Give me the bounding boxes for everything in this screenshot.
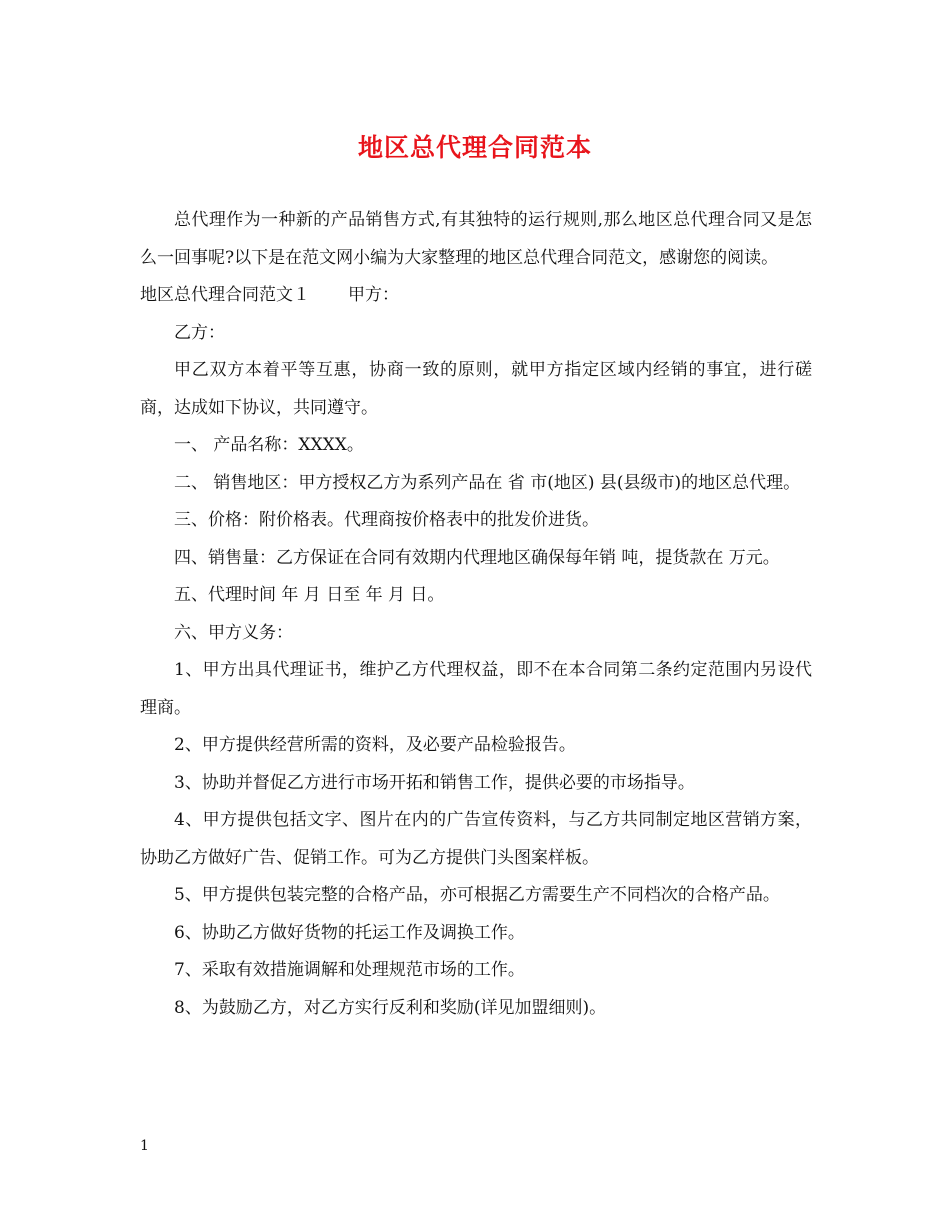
clause-paragraph: 3、协助并督促乙方进行市场开拓和销售工作，提供必要的市场指导。 [174,772,695,793]
section-heading: 地区总代理合同范文１ [140,285,310,305]
clause-paragraph: 六、甲方义务： [174,622,293,643]
clause-paragraph: 7、采取有效措施调解和处理规范市场的工作。 [174,960,525,980]
document-body [140,202,812,1027]
clause-paragraph: 二、 销售地区：甲方授权乙方为系列产品在 省 市(地区) 县(县级市)的地区总代理。 [174,472,801,493]
section-heading-line [140,277,812,315]
clause-paragraph: 6、协助乙方做好货物的托运工作及调换工作。 [174,922,525,943]
clause-paragraph: 1、甲方出具代理证书，维护乙方代理权益，即不在本合同第二条约定范围内另设代理商。 [140,660,812,718]
clause-paragraph: 一、 产品名称：XXXX。 [174,435,364,455]
intro-paragraph: 总代理作为一种新的产品销售方式,有其独特的运行规则,那么地区总代理合同又是怎么一回事呢?以下是在范文网小编为大家整理的地区总代理合同范文，感谢您的阅读。 [140,210,812,268]
clause-paragraph: 8、为鼓励乙方，对乙方实行反利和奖励(详见加盟细则)。 [174,997,607,1018]
page-number: 1 [140,1138,149,1154]
clause-paragraph: 4、甲方提供包括文字、图片在内的广告宣传资料，与乙方共同制定地区营销方案，协助乙方做好广告、促销工作。可为乙方提供门头图案样板。 [140,810,812,868]
clause-paragraph: 2、甲方提供经营所需的资料，及必要产品检验报告。 [174,735,576,755]
clause-paragraph: 四、销售量：乙方保证在合同有效期内代理地区确保每年销 吨，提货款在 万元。 [174,547,780,568]
clause-paragraph: 三、价格：附价格表。代理商按价格表中的批发价进货。 [174,510,599,530]
document-title: 地区总代理合同范本 [357,133,592,162]
party-a-label: 甲方： [348,285,399,305]
clause-paragraph: 五、代理时间 年 月 日至 年 月 日。 [174,585,445,605]
party-b-label: 乙方： [174,322,225,343]
clause-paragraph: 5、甲方提供包装完整的合格产品，亦可根据乙方需要生产不同档次的合格产品。 [174,885,780,905]
clause-paragraph: 甲乙双方本着平等互惠，协商一致的原则，就甲方指定区域内经销的事宜，进行磋商，达成如下协议，共同遵守。 [140,360,812,418]
